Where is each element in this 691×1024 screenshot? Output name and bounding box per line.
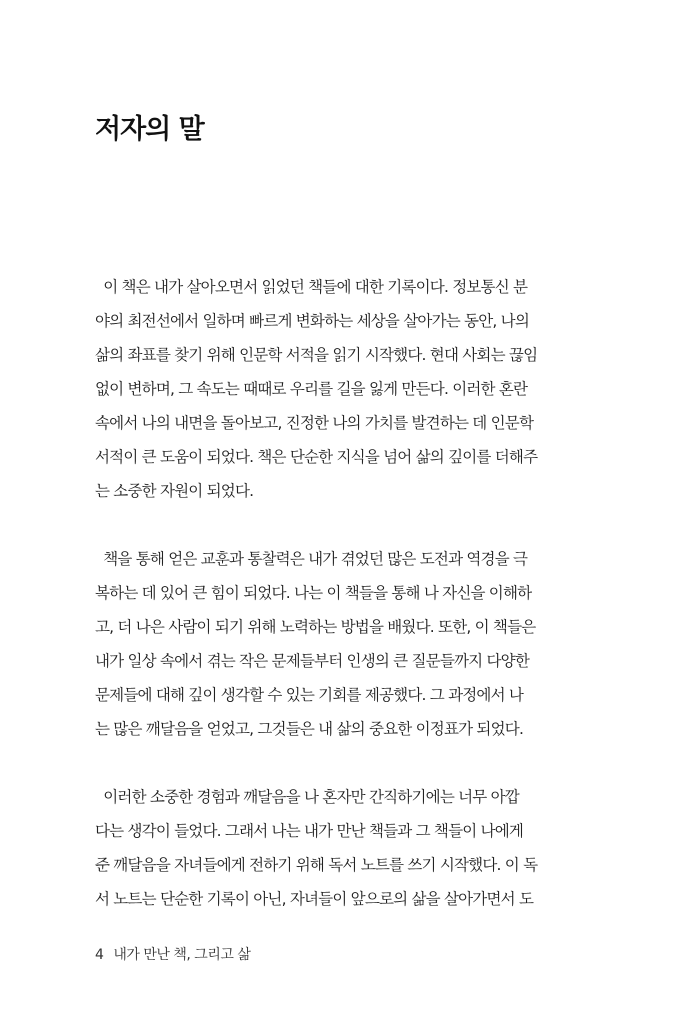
text-line: 책을 통해 얻은 교훈과 통찰력은 내가 겪었던 많은 도전과 역경을 극 <box>95 550 528 568</box>
text-line: 야의 최전선에서 일하며 빠르게 변화하는 세상을 살아가는 동안, 나의 <box>95 312 529 330</box>
running-title: 내가 만난 책, 그리고 삶 <box>113 947 251 963</box>
text-line: 내가 일상 속에서 겪는 작은 문제들부터 인생의 큰 질문들까지 다양한 <box>95 652 529 670</box>
paragraph-1 <box>95 270 585 508</box>
paragraph-3 <box>95 780 585 916</box>
page-number: 4 <box>95 947 104 963</box>
text-line: 준 깨달음을 자녀들에게 전하기 위해 독서 노트를 쓰기 시작했다. 이 독 <box>95 856 538 874</box>
text-line: 복하는 데 있어 큰 힘이 되었다. 나는 이 책들을 통해 나 자신을 이해하 <box>95 584 532 602</box>
text-line: 문제들에 대해 깊이 생각할 수 있는 기회를 제공했다. 그 과정에서 나 <box>95 686 524 704</box>
paragraph-2 <box>95 542 585 746</box>
text-line: 는 많은 깨달음을 얻었고, 그것들은 내 삶의 중요한 이정표가 되었다. <box>95 720 524 738</box>
text-line: 서 노트는 단순한 기록이 아닌, 자녀들이 앞으로의 삶을 살아가면서 도 <box>95 890 534 908</box>
text-line: 속에서 나의 내면을 돌아보고, 진정한 나의 가치를 발견하는 데 인문학 <box>95 414 534 432</box>
text-line: 이 책은 내가 살아오면서 읽었던 책들에 대한 기록이다. 정보통신 분 <box>95 278 528 296</box>
text-line: 없이 변하며, 그 속도는 때때로 우리를 길을 잃게 만든다. 이러한 혼란 <box>95 380 528 398</box>
text-line: 고, 더 나은 사람이 되기 위해 노력하는 방법을 배웠다. 또한, 이 책들은 <box>95 618 536 636</box>
text-line: 삶의 좌표를 찾기 위해 인문학 서적을 읽기 시작했다. 현대 사회는 끊임 <box>95 346 538 364</box>
text-line: 서적이 큰 도움이 되었다. 책은 단순한 지식을 넘어 삶의 깊이를 더해주 <box>95 448 538 466</box>
text-line: 이러한 소중한 경험과 깨달음을 나 혼자만 간직하기에는 너무 아깝 <box>95 788 519 806</box>
page-footer <box>95 944 250 966</box>
text-line: 다는 생각이 들었다. 그래서 나는 내가 만난 책들과 그 책들이 나에게 <box>95 822 524 840</box>
body-text <box>95 270 585 916</box>
page-title: 저자의 말 <box>95 114 204 145</box>
text-line: 는 소중한 자원이 되었다. <box>95 482 254 500</box>
